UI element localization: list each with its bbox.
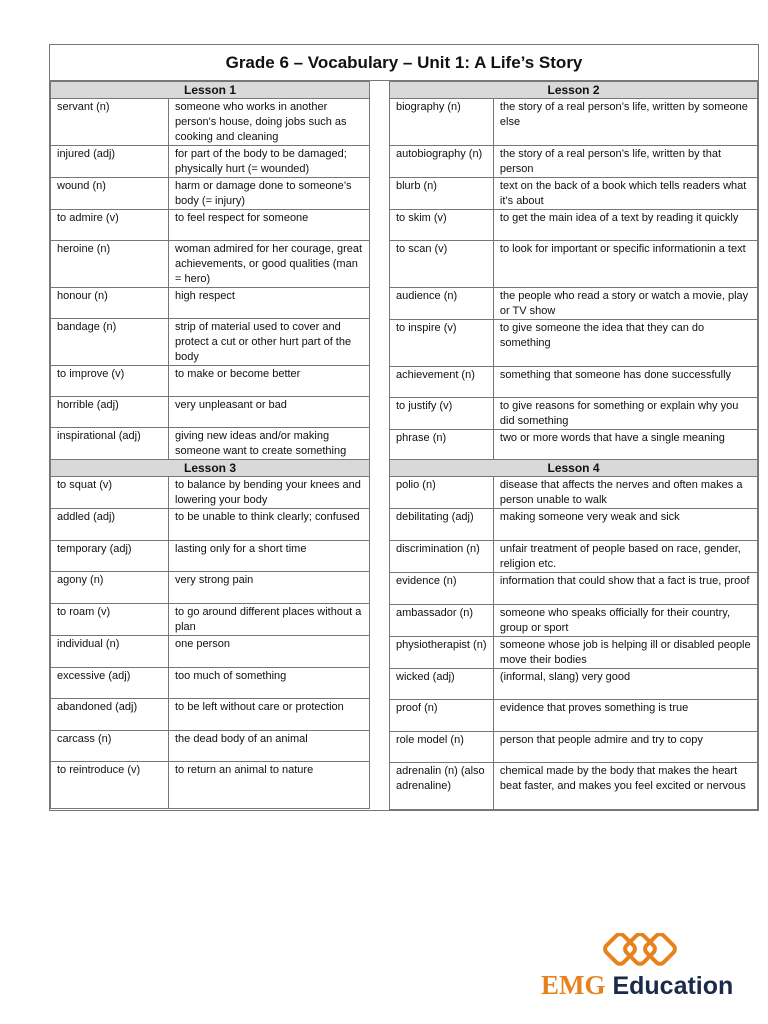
vocab-word: inspirational (adj) (51, 428, 169, 460)
vocab-definition: two or more words that have a single meaning (493, 430, 757, 461)
vocab-word: physiotherapist (n) (390, 637, 494, 669)
table-row (51, 241, 370, 288)
vocab-word: agony (n) (51, 572, 169, 604)
vocab-word: to admire (v) (51, 210, 169, 241)
vocab-definition: strip of material used to cover and protect a cut or other hurt part of the body (169, 319, 370, 366)
vocab-definition: to be left without care or protection (169, 699, 370, 731)
vocab-word: to reintroduce (v) (51, 762, 169, 809)
table-row (390, 430, 758, 461)
lesson2-header: Lesson 2 (390, 82, 758, 99)
table-row (51, 731, 370, 762)
vocab-word: to scan (v) (390, 241, 494, 288)
vocab-definition: unfair treatment of people based on race, gender, religion etc. (493, 541, 757, 573)
vocab-word: autobiography (n) (390, 146, 494, 178)
vocab-word: wound (n) (51, 178, 169, 210)
vocab-word: to inspire (v) (390, 320, 494, 367)
vocab-definition: someone who works in another person's house, doing jobs such as cooking and cleaning (169, 99, 370, 146)
table-row (51, 146, 370, 178)
vocab-word: bandage (n) (51, 319, 169, 366)
vocab-definition: to give reasons for something or explain why you did something (493, 398, 757, 430)
page-title: Grade 6 – Vocabulary – Unit 1: A Life’s Story (50, 45, 758, 81)
table-row (51, 288, 370, 319)
table-row (390, 477, 758, 509)
vocab-definition: information that could show that a fact is true, proof (493, 573, 757, 605)
table-row (390, 320, 758, 367)
table-row (51, 541, 370, 572)
table-row (51, 762, 370, 809)
vocab-word: role model (n) (390, 732, 494, 763)
vocab-word: carcass (n) (51, 731, 169, 762)
linked-rings-icon (603, 933, 677, 966)
table-row (51, 366, 370, 397)
vocabulary-sheet (49, 44, 759, 811)
vocab-word: biography (n) (390, 99, 494, 146)
vocab-definition: the story of a real person’s life, written by that person (493, 146, 757, 178)
table-row (390, 178, 758, 210)
vocab-word: to squat (v) (51, 477, 169, 509)
table-row (390, 288, 758, 320)
vocab-word: horrible (adj) (51, 397, 169, 428)
vocab-definition: very strong pain (169, 572, 370, 604)
table-row (51, 636, 370, 668)
table-row (390, 732, 758, 763)
vocab-word: audience (n) (390, 288, 494, 320)
lesson-3-table (50, 459, 370, 809)
table-row (390, 763, 758, 810)
vocab-definition: harm or damage done to someone’s body (= injury) (169, 178, 370, 210)
vocab-definition: disease that affects the nerves and often makes a person unable to walk (493, 477, 757, 509)
table-row (390, 605, 758, 637)
table-row (51, 428, 370, 460)
vocab-word: to improve (v) (51, 366, 169, 397)
vocab-definition: to get the main idea of a text by reading it quickly (493, 210, 757, 241)
vocab-word: honour (n) (51, 288, 169, 319)
vocab-definition: (informal, slang) very good (493, 669, 757, 700)
table-row (390, 241, 758, 288)
vocab-definition: to make or become better (169, 366, 370, 397)
vocab-definition: too much of something (169, 668, 370, 699)
vocab-word: temporary (adj) (51, 541, 169, 572)
table-row (51, 210, 370, 241)
table-row (51, 99, 370, 146)
vocab-definition: very unpleasant or bad (169, 397, 370, 428)
vocab-definition: to feel respect for someone (169, 210, 370, 241)
vocab-word: to skim (v) (390, 210, 494, 241)
vocab-word: addled (adj) (51, 509, 169, 541)
table-row (51, 668, 370, 699)
table-row (51, 477, 370, 509)
vocab-definition: woman admired for her courage, great achievements, or good qualities (man = hero) (169, 241, 370, 288)
vocab-definition: to give someone the idea that they can do something (493, 320, 757, 367)
logo-suffix: Education (605, 972, 734, 1000)
vocab-definition: text on the back of a book which tells readers what it’s about (493, 178, 757, 210)
lesson-1-table (50, 81, 370, 460)
lesson4-header: Lesson 4 (390, 460, 758, 477)
table-row (390, 541, 758, 573)
vocab-word: injured (adj) (51, 146, 169, 178)
table-row (390, 210, 758, 241)
vocab-word: blurb (n) (390, 178, 494, 210)
table-row (390, 509, 758, 541)
vocab-word: servant (n) (51, 99, 169, 146)
table-row (390, 669, 758, 700)
vocab-word: abandoned (adj) (51, 699, 169, 731)
lesson-4-table (389, 459, 758, 810)
lesson-2-table (389, 81, 758, 461)
vocab-definition: making someone very weak and sick (493, 509, 757, 541)
vocab-word: excessive (adj) (51, 668, 169, 699)
vocab-word: achievement (n) (390, 367, 494, 398)
vocab-word: individual (n) (51, 636, 169, 668)
table-row (51, 319, 370, 366)
table-row (51, 699, 370, 731)
vocab-definition: person that people admire and try to copy (493, 732, 757, 763)
vocab-definition: one person (169, 636, 370, 668)
table-row (51, 397, 370, 428)
vocab-word: to roam (v) (51, 604, 169, 636)
logo-brand: EMG (541, 970, 606, 1000)
vocab-definition: high respect (169, 288, 370, 319)
table-row (51, 509, 370, 541)
vocab-word: wicked (adj) (390, 669, 494, 700)
table-row (390, 637, 758, 669)
vocab-definition: to be unable to think clearly; confused (169, 509, 370, 541)
table-row (51, 604, 370, 636)
vocab-word: heroine (n) (51, 241, 169, 288)
vocab-definition: the people who read a story or watch a movie, play or TV show (493, 288, 757, 320)
table-row (51, 178, 370, 210)
vocab-word: ambassador (n) (390, 605, 494, 637)
vocab-definition: to look for important or specific informationin a text (493, 241, 757, 288)
table-row (390, 398, 758, 430)
vocab-definition: someone who speaks officially for their country, group or sport (493, 605, 757, 637)
vocab-definition: to go around different places without a plan (169, 604, 370, 636)
vocab-definition: the dead body of an animal (169, 731, 370, 762)
vocab-definition: evidence that proves something is true (493, 700, 757, 732)
emg-education-logo (541, 970, 733, 1001)
vocab-definition: something that someone has done successfully (493, 367, 757, 398)
table-row (390, 700, 758, 732)
vocab-word: evidence (n) (390, 573, 494, 605)
vocab-word: proof (n) (390, 700, 494, 732)
vocab-word: to justify (v) (390, 398, 494, 430)
table-row (390, 367, 758, 398)
vocab-definition: the story of a real person’s life, written by someone else (493, 99, 757, 146)
lesson3-header: Lesson 3 (51, 460, 370, 477)
table-row (390, 146, 758, 178)
vocab-word: phrase (n) (390, 430, 494, 461)
vocab-definition: lasting only for a short time (169, 541, 370, 572)
vocab-definition: giving new ideas and/or making someone want to create something (169, 428, 370, 460)
vocab-definition: chemical made by the body that makes the heart beat faster, and makes you feel excited or nervous (493, 763, 757, 810)
vocab-definition: someone whose job is helping ill or disabled people move their bodies (493, 637, 757, 669)
lesson1-header: Lesson 1 (51, 82, 370, 99)
table-row (390, 573, 758, 605)
vocab-word: debilitating (adj) (390, 509, 494, 541)
table-row (390, 99, 758, 146)
vocab-definition: for part of the body to be damaged; physically hurt (= wounded) (169, 146, 370, 178)
vocab-definition: to return an animal to nature (169, 762, 370, 809)
vocab-word: discrimination (n) (390, 541, 494, 573)
vocab-word: adrenalin (n) (also adrenaline) (390, 763, 494, 810)
table-row (51, 572, 370, 604)
vocab-word: polio (n) (390, 477, 494, 509)
vocab-definition: to balance by bending your knees and lowering your body (169, 477, 370, 509)
